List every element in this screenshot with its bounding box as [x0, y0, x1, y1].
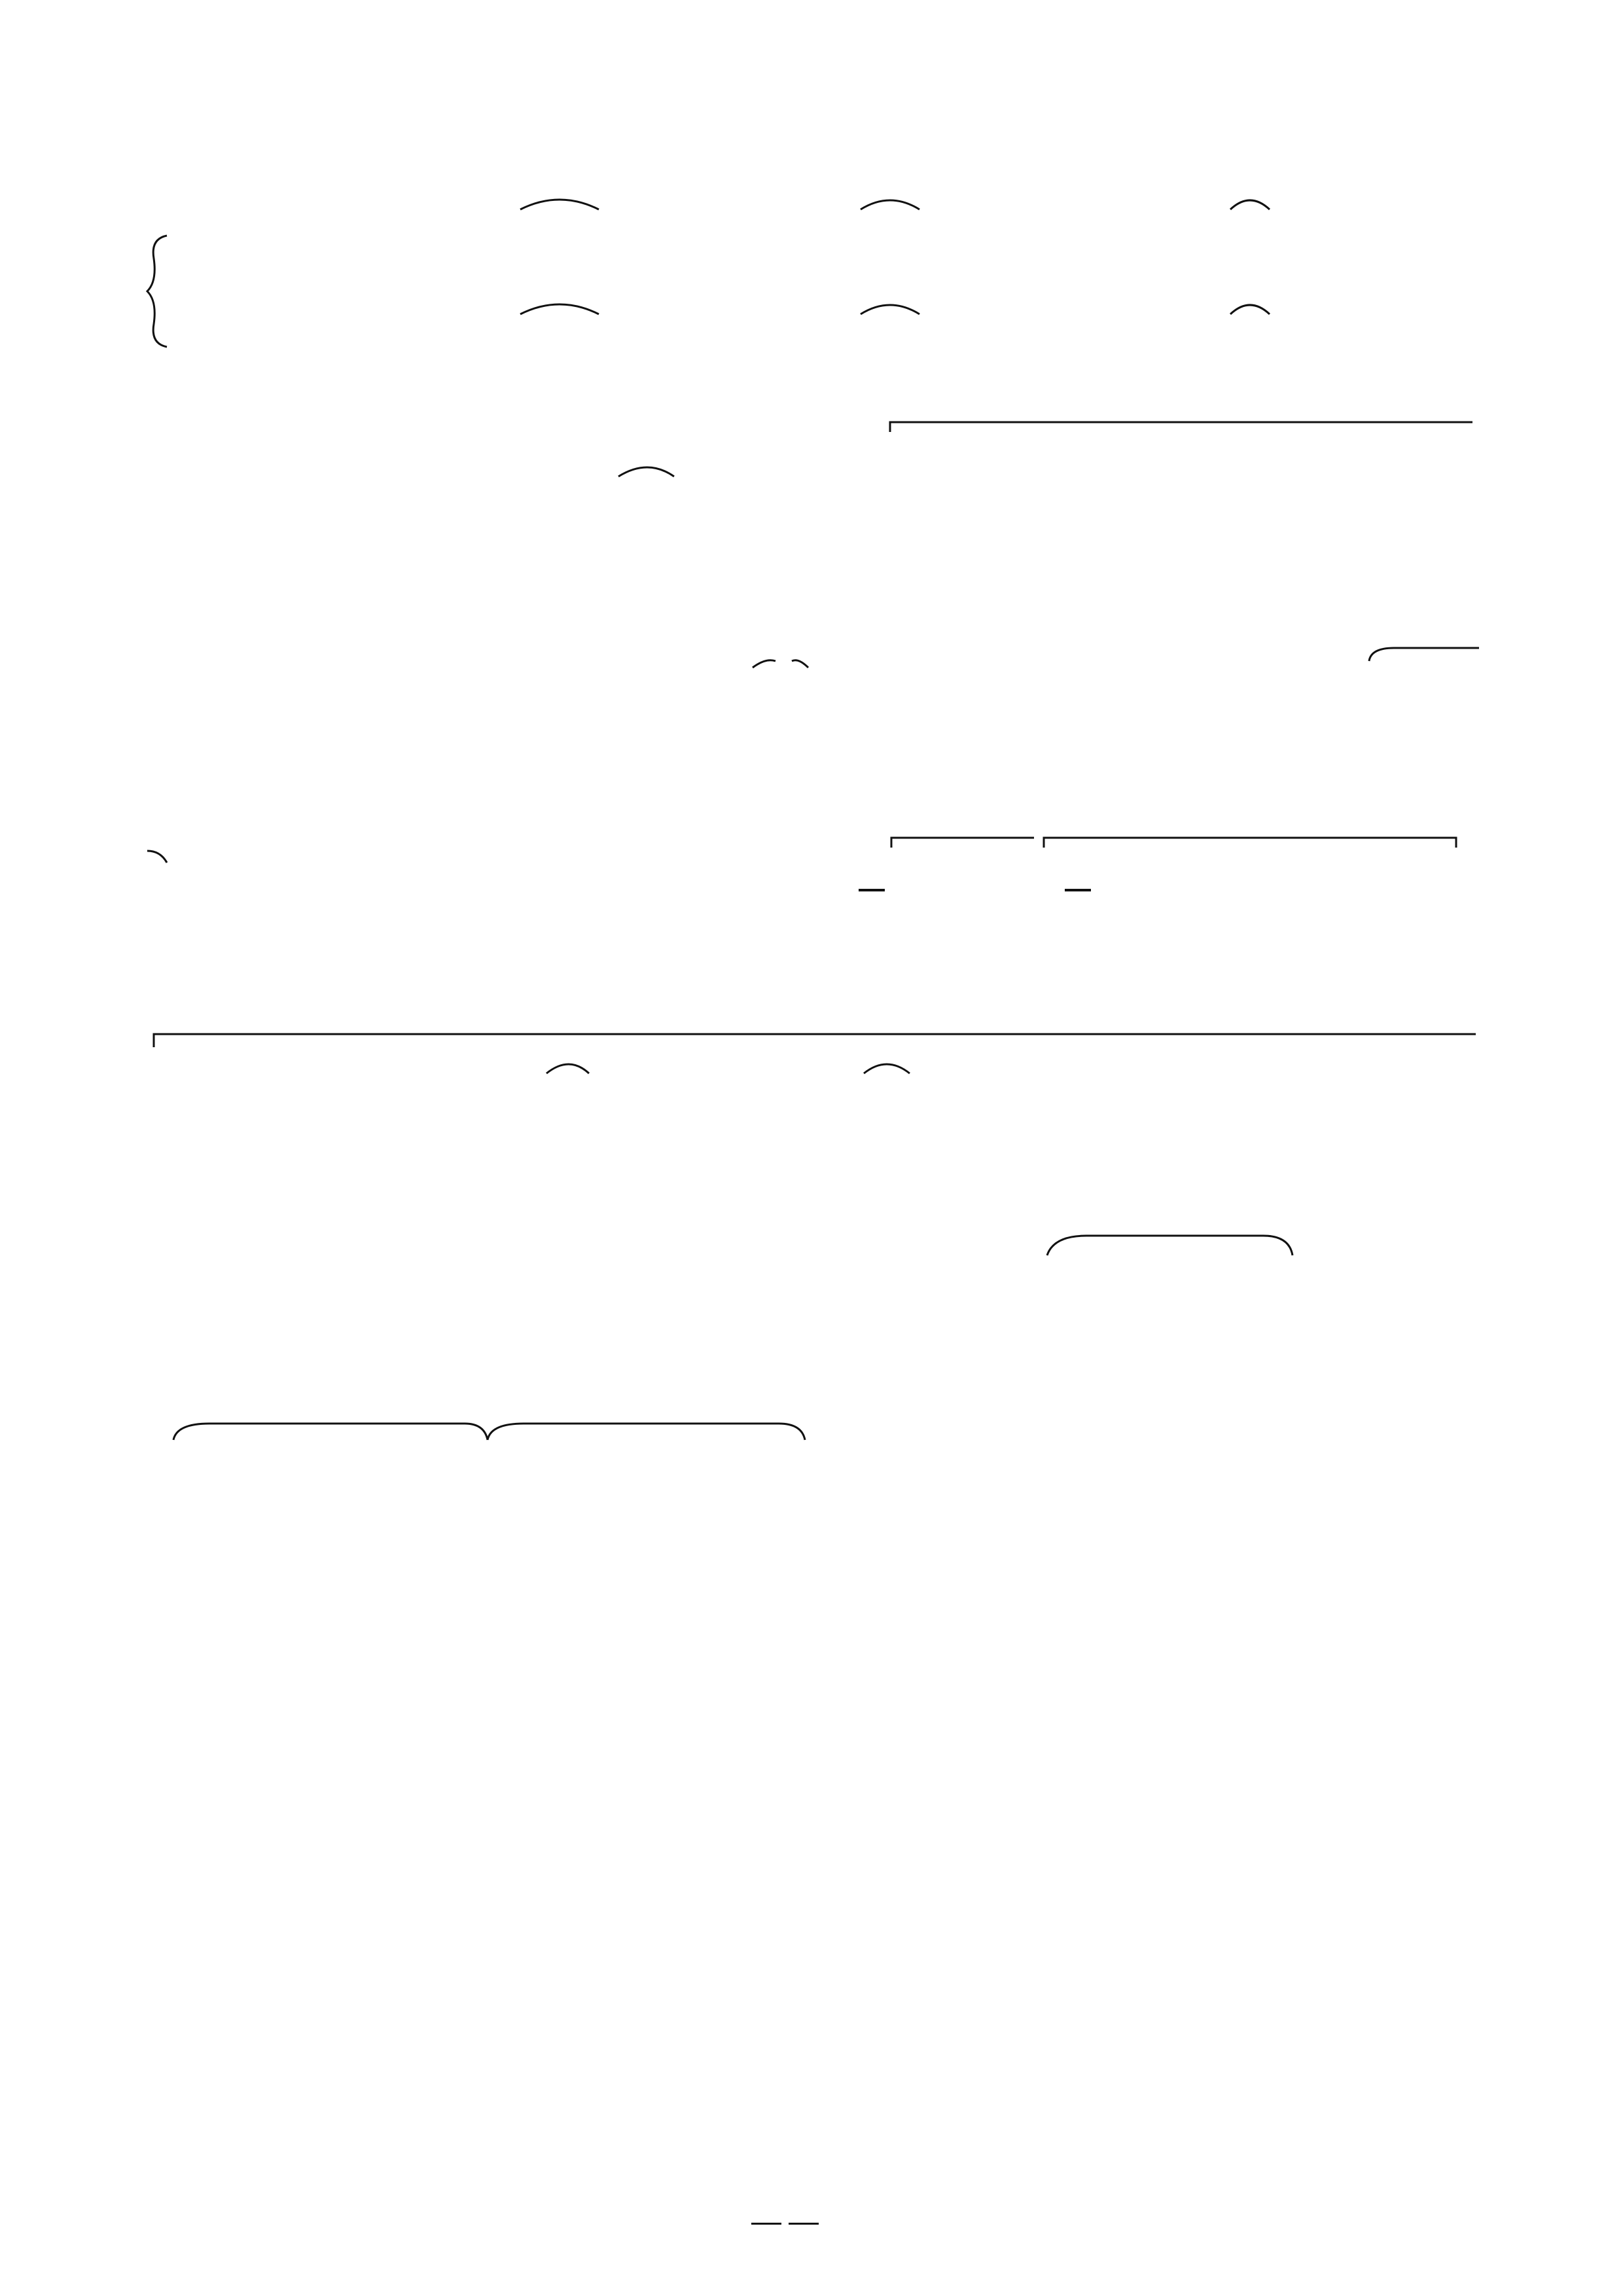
time-signature-rule — [1065, 889, 1091, 891]
footer-rule — [751, 2223, 781, 2225]
time-signature-rule — [859, 889, 885, 891]
footer-rule — [789, 2223, 819, 2225]
page-number — [751, 2210, 819, 2236]
